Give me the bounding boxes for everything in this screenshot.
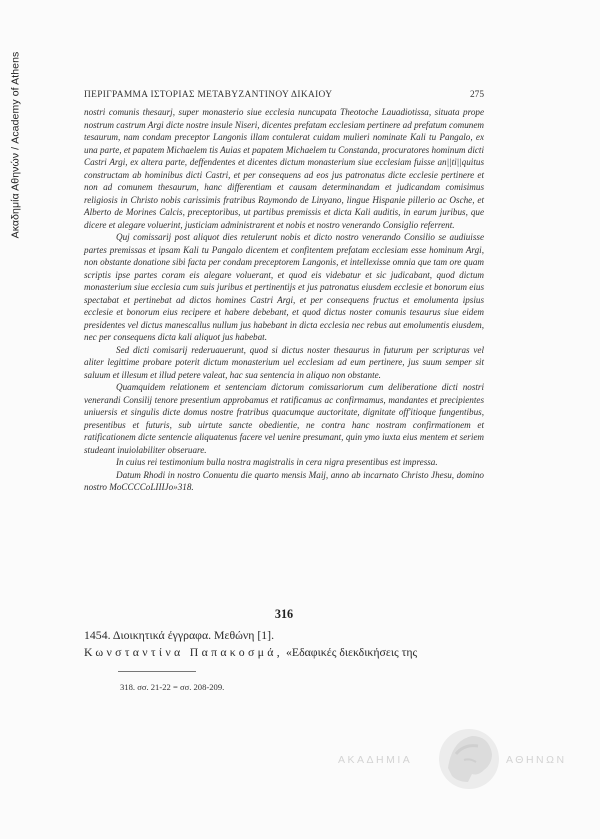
body-paragraph: nostri comunis thesaurj, super monasterio siue ecclesia nuncupata Theotoche Lauadiotissa, situata prope nostrum castrum Argi dicte nostre insule Niseri, dicentes prefatam ecclesiam pertinere ad prefatum comunem tesaurum, nam condam preceptor Langonis illam contulerat cuidam mulieri nominate Kali tu Pangalo, ex una parte, et papatem Michaelem tis Auias et papatem Michaelem tu Constanda, procuratores hominum dicti Castri Argi, ex altera parte, deffendentes et dicentes dictum monasterium siue ecclesiam fuisse an||ti||quitus constructam ab hominibus dicti Castri, et per consequens ad eos jus patronatus dicte ecclesie pertinere et non ad comunem thesaurum, hanc differentiam et causam determinandam et judicandam comisimus religiosis in Christo nobis carissimis fratribus Raymondo de Linyano, lingue Hispanie pillerio ac Osche, et Alberto de Morines Calcis, preceptoribus, ut partibus premissis et dicta Kali auditis, in earum juribus, que dicere et alegare voluerint, justiciam administrarent et nobis et nostro venerando Consiglio referrent. [84, 107, 484, 230]
body-paragraph: Quamquidem relationem et sentenciam dictorum comissariorum cum deliberatione dicti nostri venerandi Consilij tenore presentium approbamus et ratificamus ac confirmamus, mandantes et precipientes uniuersis et singulis dicte domus nostre fratribus quacumque auctoritate, dignitate off'itioque fungentibus, presentibus et futuris, sub uirtute sancte obedientie, ne contra hanc nostram confirmationem et ratificationem dicte sentencie aliquatenus facere vel uenire presumant, quin ymo iuxta eius mentem et seriem studeant inuiolabiliter obseruare. [84, 382, 484, 455]
academy-logo [338, 732, 568, 792]
entry-line-1 [84, 628, 504, 643]
body-paragraph: Sed dicti comisarij rederuauerunt, quod si dictus noster thesaurus in futurum per scripturas vel aliter legittime probare poterit dictum monasterium uel ecclesiam ad eum pertinere, jus suum semper sit saluum et illesum et illud petere valeat, hac sua sentencia in aliquo non obstante. [84, 344, 484, 380]
logo-word-left: ΑΚΑΔΗΜΙΑ [338, 754, 413, 766]
side-watermark-text: Ακαδημία Αθηνών / Academy of Athens [9, 51, 22, 239]
document-body [84, 106, 484, 494]
running-header: ΠΕΡΙΓΡΑΜΜΑ ΙΣΤΟΡΙΑΣ ΜΕΤΑΒΥΖΑΝΤΙΝΟΥ ΔΙΚΑΙΟΥ [84, 90, 333, 100]
entry-title: Διοικητικά έγγραφα. Μεθώνη [1]. [112, 628, 275, 642]
logo-word-right: ΑΘΗΝΩΝ [506, 754, 567, 766]
page-number: 275 [469, 90, 484, 100]
entry-line-2 [84, 645, 504, 660]
body-paragraph: Datum Rhodi in nostro Conuentu die quarto mensis Maij, anno ab incarnato Christo Jhesu, domino nostro MoCCCCoLIIIJo»318. [84, 469, 484, 492]
footnote: 318. σσ. 21-22 = σσ. 208-209. [120, 682, 225, 692]
entry-author: Κωνσταντίνα Παπακοσμά, [84, 645, 284, 659]
athena-head-icon [434, 724, 504, 794]
document-number: 316 [274, 607, 294, 621]
body-paragraph: In cuius rei testimonium bulla nostra magistralis in cera nigra presentibus est impressa. [116, 457, 438, 467]
footnote-rule [118, 671, 196, 672]
entry-year: 1454. [84, 628, 111, 642]
side-watermark [0, 50, 33, 240]
entry-work: «Εδαφικές διεκδικήσεις της [285, 645, 418, 659]
body-paragraph: Quj comissarij post aliquot dies retulerunt nobis et dicto nostro venerando Consilio se audiuisse partes premissas et ipsam Kali tu Pangalo dicentem et confitentem prefatam ecclesiam esse hominum Argi, non obstante donatione sibi facta per condam preceptorem Langonis, et intellexisse omnia que tam ore quam scriptis ipse partes coram eis alegare voluerant, et quod eis videbatur et sic judicabant, quod dictum monasterium siue ecclesia cum suis juribus et pertinentijs et jus patronatus eiusdem ecclesie et bonorum eius spectabat et pertinebat ad dictos homines Castri Argi, et per consequens fructus et emolumenta ipsius ecclesie et bonorum eius recipere et habere debebant, et quod dictus noster comunis tesaurus siue eidem presidentes vel dictus manescallus nullum jus habebant in dicta ecclesia nec rebus aut emolumentis eiusdem, nec per consequens dicta kali aliquot jus habebat. [84, 232, 484, 342]
